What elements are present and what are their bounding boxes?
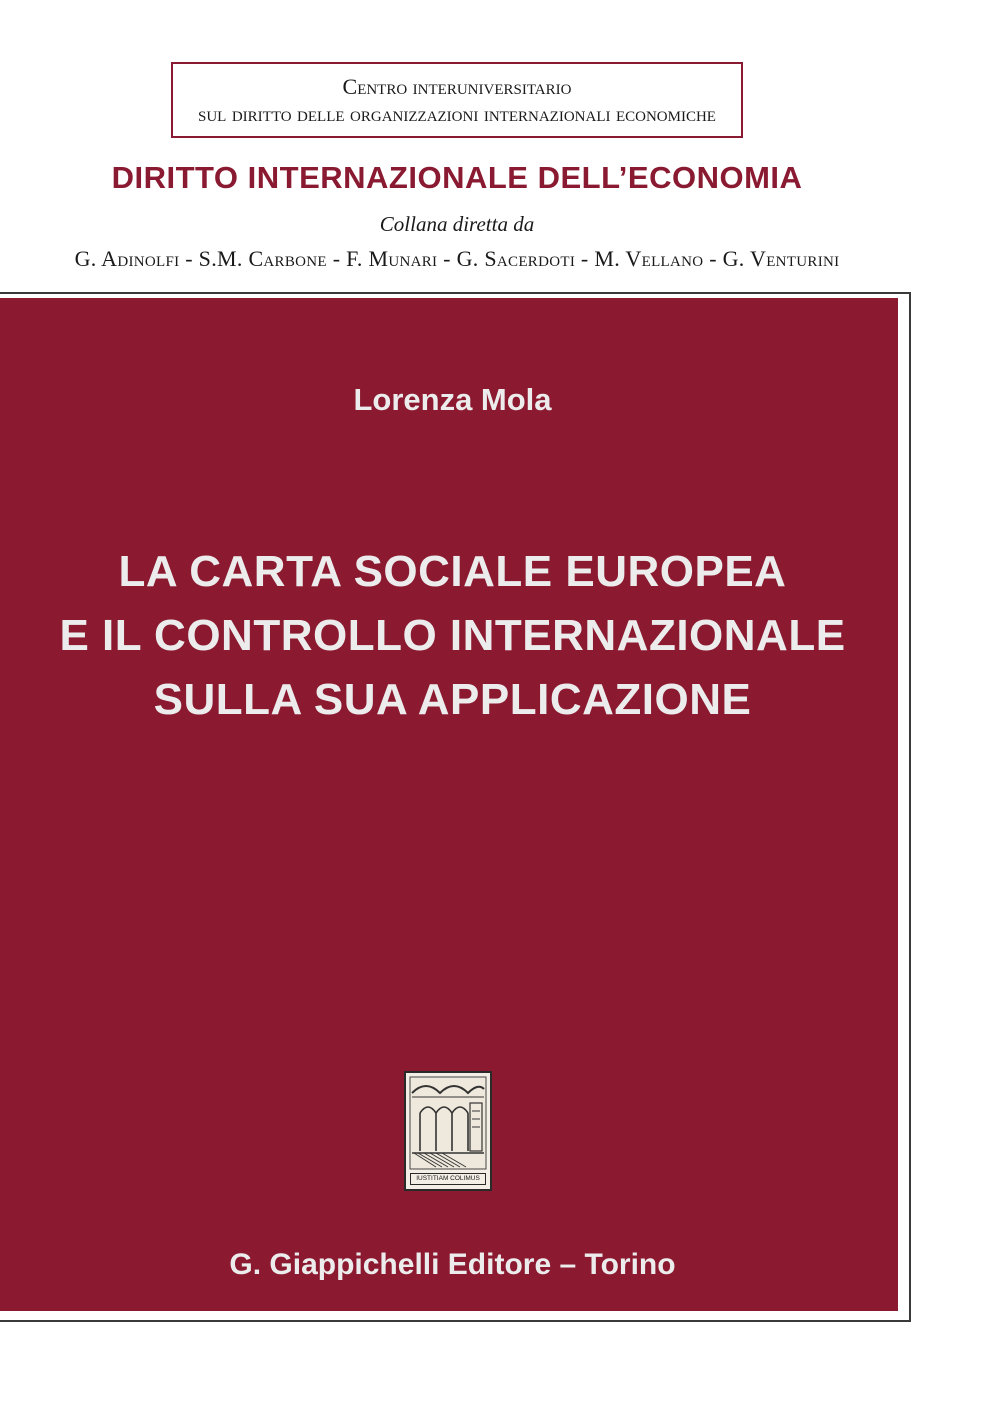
book-title-line-2: E IL CONTROLLO INTERNAZIONALE [59,611,846,660]
book-title-line-3: SULLA SUA APPLICAZIONE [153,675,752,724]
book-author: Lorenza Mola [353,382,552,417]
building-arcade-icon [406,1073,490,1189]
book-title [0,540,905,732]
center-name-line-1: Centro interuniversitario [342,74,572,99]
publisher-name: G. Giappichelli Editore – Torino [229,1248,676,1281]
series-subtitle: Collana diretta da [379,212,535,236]
center-name-box [171,62,743,138]
center-name-line-2: sul diritto delle organizzazioni internazionali economiche [198,101,716,126]
series-editors: G. Adinolfi - S.M. Carbone - F. Munari - G. Sacerdoti - M. Vellano - G. Venturini [74,246,840,271]
logo-motto: IUSTITIAM COLIMUS [410,1173,486,1185]
series-title: DIRITTO INTERNAZIONALE DELL’ECONOMIA [111,160,803,195]
publisher-logo [404,1071,492,1191]
book-title-line-1: LA CARTA SOCIALE EUROPEA [118,547,787,596]
